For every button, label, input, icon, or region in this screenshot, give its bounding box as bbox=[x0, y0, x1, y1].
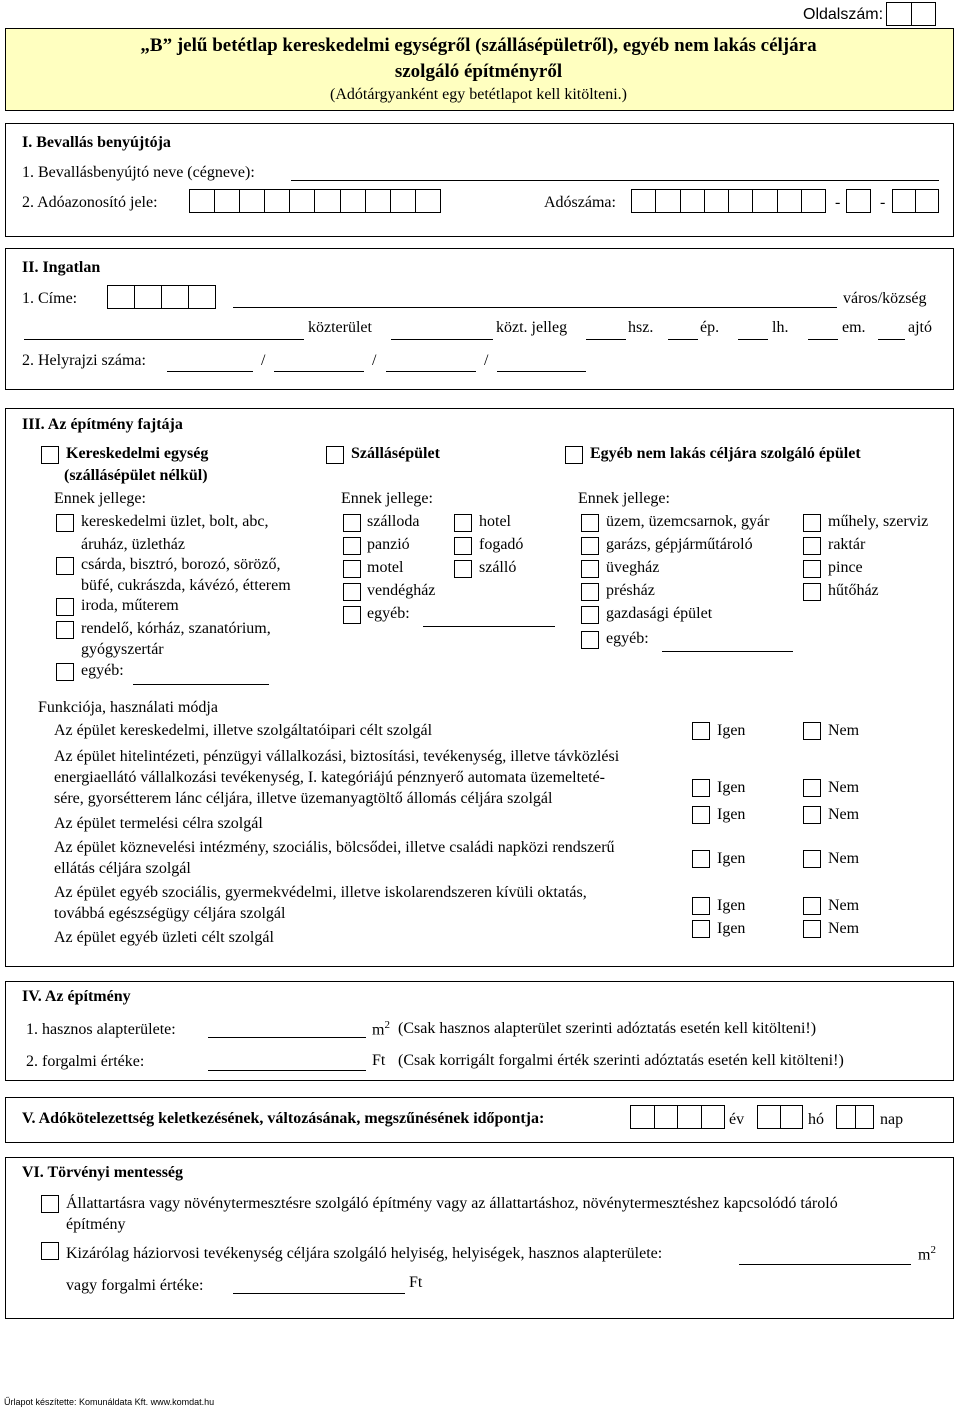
day-boxes[interactable] bbox=[836, 1105, 874, 1129]
day-label: nap bbox=[880, 1111, 904, 1128]
guesthouse-panzio-label: panzió bbox=[367, 536, 410, 553]
q5-text-1: Az épület egyéb szociális, gyermekvédelmi, illetve iskolarendszeren kívüli oktatás, bbox=[54, 884, 587, 901]
coldstore-checkbox[interactable] bbox=[803, 583, 821, 601]
commercial-unit-subtitle: (szállásépület nélkül) bbox=[64, 467, 208, 484]
section-submitter bbox=[5, 123, 954, 237]
q2-no-checkbox[interactable] bbox=[803, 779, 821, 797]
clinic-label: rendelő, kórház, szanatórium, bbox=[81, 620, 271, 637]
staircase-field[interactable] bbox=[738, 339, 768, 340]
name-label: 1. Bevallásbenyújtó neve (cégneve): bbox=[22, 164, 255, 181]
gp-value-field[interactable] bbox=[233, 1293, 405, 1294]
workshop-label: műhely, szerviz bbox=[828, 513, 929, 530]
q1-text: Az épület kereskedelmi, illetve szolgáltatóipari célt szolgál bbox=[54, 722, 433, 739]
other-building-other-field[interactable] bbox=[662, 651, 793, 652]
tax-id-boxes[interactable] bbox=[189, 189, 441, 213]
hotel-checkbox[interactable] bbox=[454, 514, 472, 532]
street-label: közterület bbox=[308, 319, 372, 336]
farm-building-label: gazdasági épület bbox=[606, 605, 713, 622]
year-label: év bbox=[729, 1111, 745, 1128]
q5-yes-checkbox[interactable] bbox=[692, 897, 710, 915]
lot-number-field-2[interactable] bbox=[274, 371, 364, 372]
section2-title: II. Ingatlan bbox=[22, 259, 101, 276]
q5-text-2: továbbá egészségügy céljára szolgál bbox=[54, 905, 286, 922]
q2-text-2: energiaellátó vállalkozási tevékenység, I. kategóriájú pénznyerő automata üzemelteté- bbox=[54, 769, 606, 786]
gp-area-field[interactable] bbox=[739, 1264, 911, 1265]
section1-title: I. Bevallás benyújtója bbox=[22, 134, 171, 151]
other-building-type-label: Ennek jellege: bbox=[578, 490, 670, 507]
section4-title: IV. Az építmény bbox=[22, 988, 131, 1005]
city-field[interactable] bbox=[233, 307, 837, 308]
tax-number-boxes-c[interactable] bbox=[892, 189, 939, 213]
motel-label: motel bbox=[367, 559, 404, 576]
q5-no-label: Nem bbox=[828, 897, 860, 914]
form-title-line1: „B” jelű betétlap kereskedelmi egységről (szállásépületről), egyéb nem lakás céljára bbox=[140, 35, 817, 56]
q6-no-label: Nem bbox=[828, 920, 860, 937]
commercial-unit-title: Kereskedelmi egység bbox=[66, 445, 209, 462]
other-building-checkbox[interactable] bbox=[565, 446, 583, 464]
lodging-checkbox[interactable] bbox=[454, 560, 472, 578]
market-value-unit: Ft bbox=[372, 1052, 386, 1069]
greenhouse-checkbox[interactable] bbox=[581, 560, 599, 578]
other-building-other-checkbox[interactable] bbox=[581, 631, 599, 649]
form-subtitle: (Adótárgyanként egy betétlapot kell kitölteni.) bbox=[330, 86, 627, 103]
other-building-title: Egyéb nem lakás céljára szolgáló épület bbox=[590, 445, 861, 462]
lot-number-field-1[interactable] bbox=[167, 371, 253, 372]
inn-label: fogadó bbox=[479, 536, 524, 553]
hotel-label: hotel bbox=[479, 513, 511, 530]
factory-checkbox[interactable] bbox=[581, 514, 599, 532]
building-field[interactable] bbox=[668, 339, 698, 340]
shop-label-cont: áruház, üzletház bbox=[81, 536, 185, 553]
presshouse-label: présház bbox=[606, 582, 655, 599]
cellar-checkbox[interactable] bbox=[803, 560, 821, 578]
house-number-label: hsz. bbox=[628, 319, 654, 336]
cellar-label: pince bbox=[828, 559, 863, 576]
restaurant-label: csárda, bisztró, borozó, söröző, bbox=[81, 556, 281, 573]
other-building-other-label: egyéb: bbox=[606, 630, 649, 647]
q4-no-label: Nem bbox=[828, 850, 860, 867]
commercial-other-field[interactable] bbox=[133, 684, 269, 685]
building-label: ép. bbox=[700, 319, 720, 336]
gp-value-label: vagy forgalmi értéke: bbox=[66, 1277, 204, 1294]
q2-text-3: sére, gyorsétterem lánc céljára, illetve üzemanyagtöltő állomás céljára szolgál bbox=[54, 790, 553, 807]
lot-number-slash-3: / bbox=[484, 352, 489, 369]
house-number-field[interactable] bbox=[586, 339, 626, 340]
inn-checkbox[interactable] bbox=[454, 537, 472, 555]
agri-exemption-text-1: Állattartásra vagy növénytermesztésre szolgáló építmény vagy az állattartáshoz, növénytermesztéshez kapcsolódó tároló bbox=[66, 1195, 838, 1212]
restaurant-checkbox[interactable] bbox=[56, 557, 74, 575]
restaurant-label-cont: büfé, cukrászda, kávézó, étterem bbox=[81, 577, 291, 594]
floor-field[interactable] bbox=[808, 339, 838, 340]
office-label: iroda, műterem bbox=[81, 597, 179, 614]
footer-credit: Űrlapot készítette: Komunáldata Kft. www.komdat.hu bbox=[4, 1397, 215, 1407]
lodging-label: szálló bbox=[479, 559, 517, 576]
vendeghaz-checkbox[interactable] bbox=[343, 583, 361, 601]
section5-title: V. Adókötelezettség keletkezésének, változásának, megszűnésének időpontja: bbox=[22, 1110, 545, 1127]
market-value-field[interactable] bbox=[208, 1070, 366, 1071]
commercial-type-label: Ennek jellege: bbox=[54, 490, 146, 507]
form-title-line2: szolgáló építményről bbox=[394, 61, 563, 82]
form-header bbox=[5, 28, 954, 111]
q2-yes-label: Igen bbox=[717, 779, 746, 796]
shop-checkbox[interactable] bbox=[56, 514, 74, 532]
floor-label: em. bbox=[842, 319, 866, 336]
garage-checkbox[interactable] bbox=[581, 537, 599, 555]
guesthouse-panzio-checkbox[interactable] bbox=[343, 537, 361, 555]
lot-number-slash-2: / bbox=[372, 352, 377, 369]
market-value-note: (Csak korrigált forgalmi érték szerinti adóztatás esetén kell kitölteni!) bbox=[398, 1052, 844, 1069]
q3-yes-label: Igen bbox=[717, 806, 746, 823]
tax-number-dash1: - bbox=[835, 194, 841, 211]
q6-no-checkbox[interactable] bbox=[803, 920, 821, 938]
page-number-label: Oldalszám: bbox=[803, 6, 884, 23]
clinic-checkbox[interactable] bbox=[56, 621, 74, 639]
greenhouse-label: üvegház bbox=[606, 559, 660, 576]
agri-exemption-text-2: építmény bbox=[66, 1216, 126, 1233]
q6-yes-checkbox[interactable] bbox=[692, 920, 710, 938]
q5-no-checkbox[interactable] bbox=[803, 897, 821, 915]
month-boxes[interactable] bbox=[757, 1105, 803, 1129]
commercial-other-label: egyéb: bbox=[81, 662, 124, 679]
lot-number-field-4[interactable] bbox=[497, 371, 586, 372]
q4-yes-checkbox[interactable] bbox=[692, 850, 710, 868]
section-building bbox=[5, 981, 954, 1081]
q6-text: Az épület egyéb üzleti célt szolgál bbox=[54, 929, 274, 946]
garage-label: garázs, gépjárműtároló bbox=[606, 536, 753, 553]
name-field[interactable] bbox=[291, 180, 939, 181]
section-building-type bbox=[5, 408, 954, 967]
accommodation-checkbox[interactable] bbox=[326, 446, 344, 464]
section6-title: VI. Törvényi mentesség bbox=[22, 1164, 184, 1181]
address-label: 1. Címe: bbox=[22, 290, 78, 307]
office-checkbox[interactable] bbox=[56, 598, 74, 616]
workshop-checkbox[interactable] bbox=[803, 514, 821, 532]
q3-no-label: Nem bbox=[828, 806, 860, 823]
gp-exemption-text: Kizárólag háziorvosi tevékenység céljára szolgáló helyiség, helyiségek, hasznos alapterülete: bbox=[66, 1245, 663, 1262]
postal-code-boxes[interactable] bbox=[107, 285, 216, 309]
agri-exemption-checkbox[interactable] bbox=[41, 1195, 59, 1213]
city-label: város/község bbox=[843, 290, 927, 307]
street-type-field[interactable] bbox=[391, 339, 493, 340]
q2-yes-checkbox[interactable] bbox=[692, 779, 710, 797]
q2-no-label: Nem bbox=[828, 779, 860, 796]
vendeghaz-label: vendégház bbox=[367, 582, 436, 599]
accommodation-other-field[interactable] bbox=[423, 626, 555, 627]
page-number-boxes[interactable] bbox=[886, 2, 936, 26]
shop-label: kereskedelmi üzlet, bolt, abc, bbox=[81, 513, 269, 530]
gp-value-unit: Ft bbox=[409, 1274, 423, 1291]
year-boxes[interactable] bbox=[630, 1105, 725, 1129]
factory-label: üzem, üzemcsarnok, gyár bbox=[606, 513, 770, 530]
q1-no-label: Nem bbox=[828, 722, 860, 739]
month-label: hó bbox=[808, 1111, 824, 1128]
q3-text: Az épület termelési célra szolgál bbox=[54, 815, 263, 832]
tax-number-box-b[interactable] bbox=[846, 189, 871, 213]
tax-number-label: Adószáma: bbox=[544, 194, 616, 211]
clinic-label-cont: gyógyszertár bbox=[81, 641, 164, 658]
q3-no-checkbox[interactable] bbox=[803, 806, 821, 824]
accommodation-title: Szállásépület bbox=[351, 445, 440, 462]
staircase-label: lh. bbox=[772, 319, 789, 336]
q4-text-2: ellátás céljára szolgál bbox=[54, 860, 191, 877]
street-type-label: közt. jelleg bbox=[496, 319, 568, 336]
q5-yes-label: Igen bbox=[717, 897, 746, 914]
function-title: Funkciója, használati módja bbox=[38, 699, 218, 716]
commercial-unit-checkbox[interactable] bbox=[41, 446, 59, 464]
lot-number-field-3[interactable] bbox=[386, 371, 476, 372]
motel-checkbox[interactable] bbox=[343, 560, 361, 578]
q4-no-checkbox[interactable] bbox=[803, 850, 821, 868]
door-label: ajtó bbox=[908, 319, 932, 336]
hotel-szalloda-checkbox[interactable] bbox=[343, 514, 361, 532]
accommodation-other-checkbox[interactable] bbox=[343, 606, 361, 624]
floor-area-label: 1. hasznos alapterülete: bbox=[26, 1021, 176, 1038]
tax-number-boxes-a[interactable] bbox=[631, 189, 826, 213]
gp-exemption-checkbox[interactable] bbox=[41, 1242, 59, 1260]
lot-number-slash-1: / bbox=[261, 352, 266, 369]
tax-number-dash2: - bbox=[880, 194, 886, 211]
q3-yes-checkbox[interactable] bbox=[692, 806, 710, 824]
q6-yes-label: Igen bbox=[717, 920, 746, 937]
market-value-label: 2. forgalmi értéke: bbox=[26, 1053, 145, 1070]
q1-no-checkbox[interactable] bbox=[803, 722, 821, 740]
floor-area-note: (Csak hasznos alapterület szerinti adóztatás esetén kell kitölteni!) bbox=[398, 1020, 817, 1037]
q1-yes-checkbox[interactable] bbox=[692, 722, 710, 740]
warehouse-checkbox[interactable] bbox=[803, 537, 821, 555]
gp-area-unit: $m^2$ bbox=[918, 1244, 936, 1264]
commercial-other-checkbox[interactable] bbox=[56, 663, 74, 681]
section-property bbox=[5, 248, 954, 390]
floor-area-unit: $m^2$ bbox=[372, 1019, 390, 1039]
door-field[interactable] bbox=[878, 339, 905, 340]
q2-text-1: Az épület hitelintézeti, pénzügyi vállalkozási, biztosítási, tevékenység, illetve távközlési bbox=[54, 748, 620, 765]
farm-building-checkbox[interactable] bbox=[581, 606, 599, 624]
accommodation-other-label: egyéb: bbox=[367, 605, 410, 622]
warehouse-label: raktár bbox=[828, 536, 866, 553]
tax-id-label: 2. Adóazonosító jele: bbox=[22, 194, 158, 211]
section-obligation-date bbox=[5, 1097, 954, 1143]
section3-title: III. Az építmény fajtája bbox=[22, 416, 183, 433]
q4-text-1: Az épület köznevelési intézmény, szociális, bölcsődei, illetve családi napközi rendszerű bbox=[54, 839, 615, 856]
q4-yes-label: Igen bbox=[717, 850, 746, 867]
lot-number-label: 2. Helyrajzi száma: bbox=[22, 352, 146, 369]
accommodation-type-label: Ennek jellege: bbox=[341, 490, 433, 507]
presshouse-checkbox[interactable] bbox=[581, 583, 599, 601]
hotel-szalloda-label: szálloda bbox=[367, 513, 420, 530]
q1-yes-label: Igen bbox=[717, 722, 746, 739]
coldstore-label: hűtőház bbox=[828, 582, 879, 599]
floor-area-field[interactable] bbox=[208, 1037, 366, 1038]
section-exemption bbox=[5, 1157, 954, 1319]
street-field[interactable] bbox=[24, 339, 304, 340]
